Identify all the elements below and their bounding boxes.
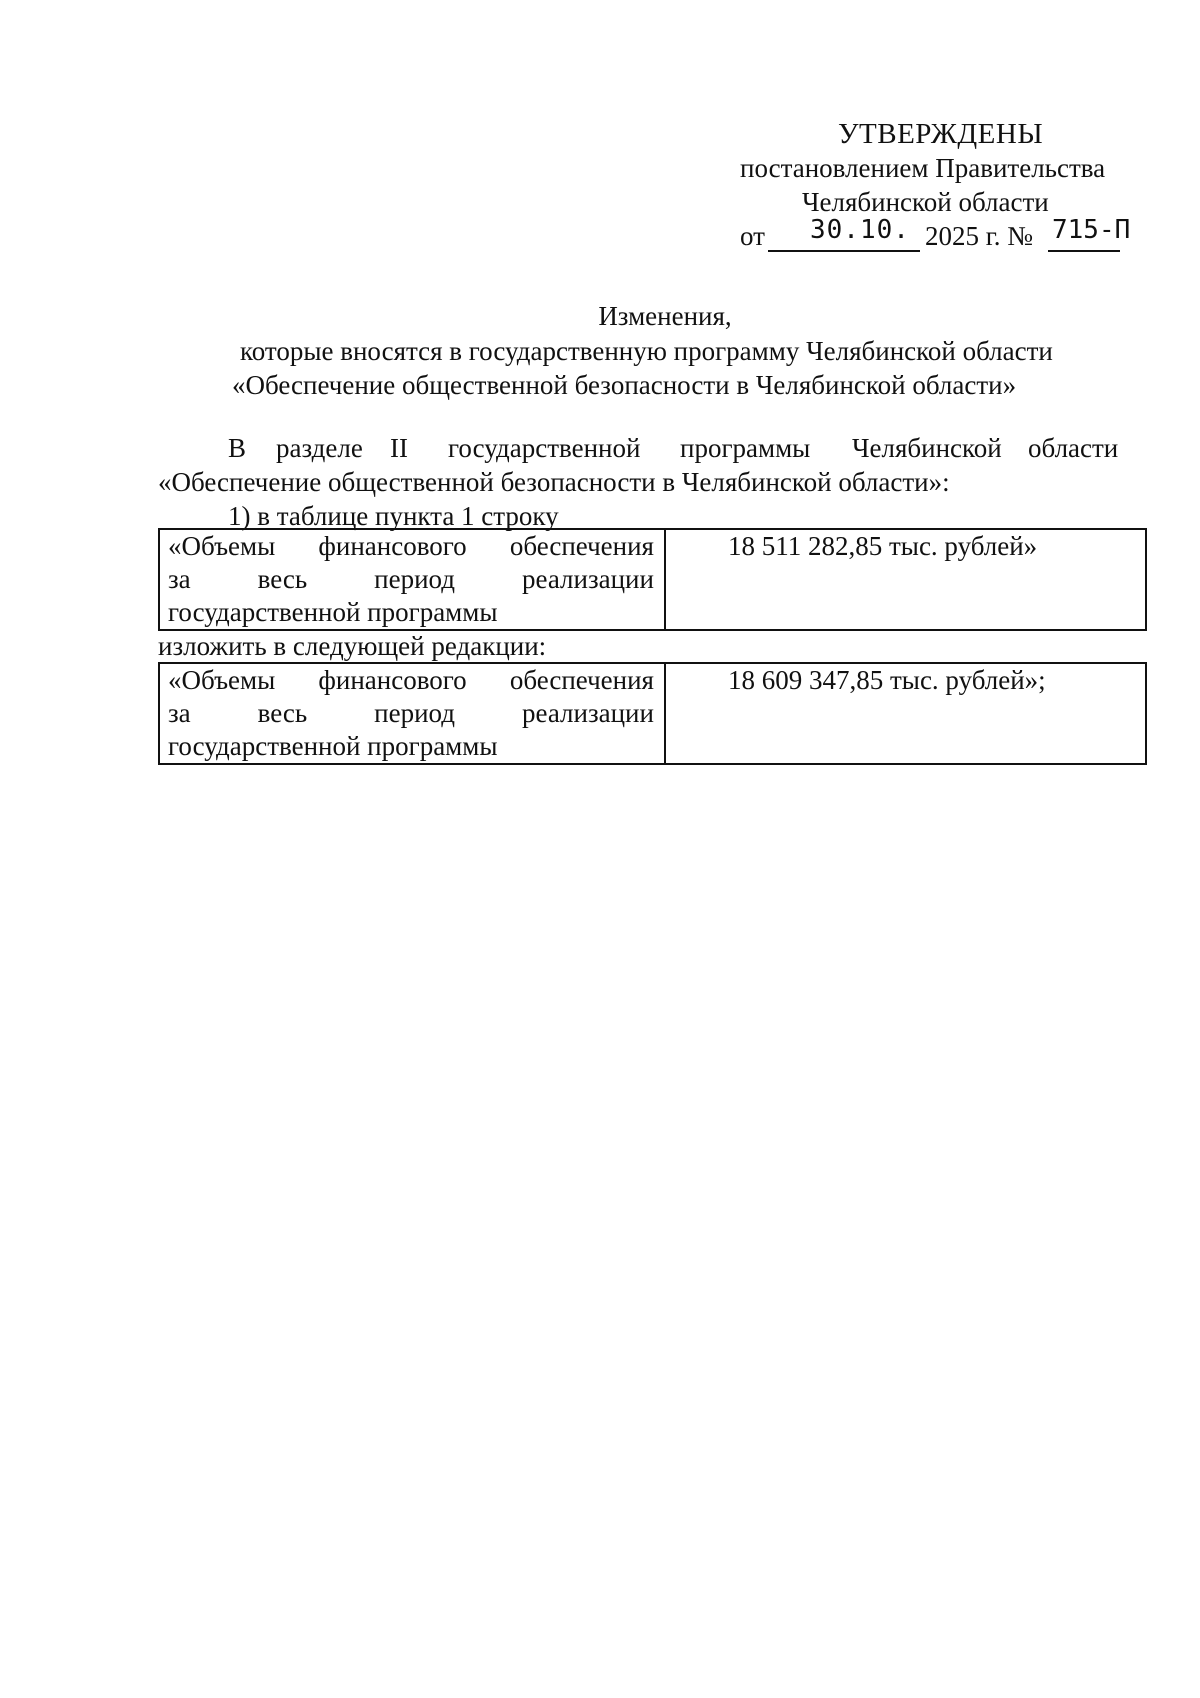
label-line-3: государственной программы: [168, 731, 498, 761]
label-line-1: [168, 664, 654, 697]
label-word: период: [374, 564, 456, 594]
approval-title: УТВЕРЖДЕНЫ: [838, 118, 1044, 150]
approval-date-line: [740, 214, 1140, 254]
label-word: финансового: [318, 665, 467, 695]
para-word: разделе: [276, 433, 363, 463]
heading-subtitle-1: которые вносятся в государственную программу Челябинской области: [240, 336, 1053, 366]
para-word: II: [390, 433, 408, 463]
paragraph-line-2: «Обеспечение общественной безопасности в Челябинской области»:: [158, 467, 950, 497]
label-line-2: [168, 563, 654, 596]
date-year: 2025 г. №: [925, 221, 1034, 251]
label-word: реализации: [522, 564, 654, 594]
label-word: «Объемы: [168, 665, 276, 695]
label-word: за: [168, 698, 191, 728]
label-word: финансового: [318, 531, 467, 561]
approval-region: Челябинской области: [802, 187, 1049, 217]
date-prefix: от: [740, 221, 765, 251]
table-row: [159, 663, 1146, 764]
instruction-text: изложить в следующей редакции:: [158, 631, 547, 661]
label-word: весь: [257, 698, 308, 728]
label-word: за: [168, 564, 191, 594]
item-1: 1) в таблице пункта 1 строку: [228, 501, 559, 531]
label-cell: [159, 529, 665, 630]
value-cell: 18 511 282,85 тыс. рублей»: [665, 529, 1146, 630]
label-word: обеспечения: [509, 531, 654, 561]
table-old-row: [158, 528, 1147, 631]
date-value: 30.10.: [810, 215, 910, 245]
label-cell: [159, 663, 665, 764]
label-word: обеспечения: [509, 665, 654, 695]
value-cell: 18 609 347,85 тыс. рублей»;: [665, 663, 1146, 764]
table-new-row: [158, 662, 1147, 765]
document-heading: Изменения,: [598, 301, 732, 331]
document-number: 715-П: [1052, 215, 1131, 245]
heading-subtitle-2: «Обеспечение общественной безопасности в Челябинской области»: [232, 370, 1017, 400]
label-word: реализации: [522, 698, 654, 728]
label-word: весь: [257, 564, 308, 594]
label-word: период: [374, 698, 456, 728]
label-line-3: государственной программы: [168, 597, 498, 627]
paragraph-line-1: [158, 432, 1138, 464]
para-word: В: [228, 433, 247, 463]
number-underline: [1048, 250, 1120, 252]
approval-authority: постановлением Правительства: [740, 153, 1106, 183]
label-line-2: [168, 697, 654, 730]
label-word: «Объемы: [168, 531, 276, 561]
para-word: программы: [680, 433, 811, 463]
para-word: области: [1028, 433, 1119, 463]
para-word: государственной: [448, 433, 641, 463]
table-row: [159, 529, 1146, 630]
date-underline: [768, 250, 920, 252]
label-line-1: [168, 530, 654, 563]
para-word: Челябинской: [852, 433, 1002, 463]
